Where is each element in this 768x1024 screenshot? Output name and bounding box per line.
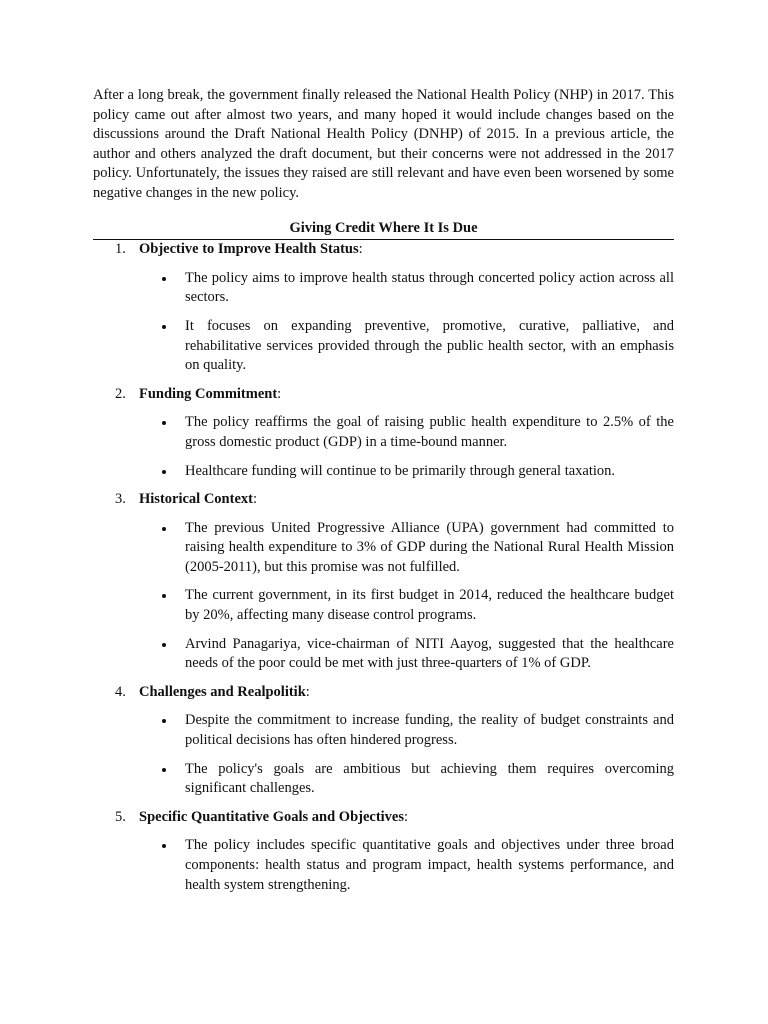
- list-item: [93, 240, 674, 376]
- list-item-colon: :: [305, 683, 310, 700]
- section-heading: Giving Credit Where It Is Due: [93, 219, 674, 241]
- bullet-item: The current government, in its first budget in 2014, reduced the healthcare budget by 20%, affecting many disease control programs.: [139, 586, 674, 625]
- list-item-colon: :: [252, 491, 257, 508]
- bullet-list: [139, 519, 674, 674]
- bullet-list: [139, 711, 674, 798]
- bullet-item: The policy includes specific quantitative goals and objectives under three broad components: health status and program impact, health systems performance, and health system strengthening.: [139, 836, 674, 895]
- list-item-heading: [115, 490, 674, 510]
- bullet-item: It focuses on expanding preventive, promotive, curative, palliative, and rehabilitative services provided through the public health sector, with an emphasis on quality.: [139, 317, 674, 376]
- list-item-heading: [115, 240, 674, 260]
- list-item-title: Historical Context: [139, 491, 253, 508]
- bullet-item: Arvind Panagariya, vice-chairman of NITI Aayog, suggested that the healthcare needs of the poor could be met with just three-quarters of 1% of GDP.: [139, 635, 674, 674]
- document-page: [93, 86, 674, 895]
- bullet-list: [139, 836, 674, 895]
- list-item-title: Objective to Improve Health Status: [139, 241, 359, 258]
- intro-paragraph: After a long break, the government finally released the National Health Policy (NHP) in 2017. This policy came out after almost two years, and many hoped it would include changes based on the discussions around the Draft National Health Policy (DNHP) of 2015. In a previous article, the author and others analyzed the draft document, but their concerns were not addressed in the 2017 policy. Unfortunately, the issues they raised are still relevant and have even been worsened by some negative changes in the new policy.: [93, 87, 674, 201]
- list-item: [93, 808, 674, 895]
- numbered-list: [93, 240, 674, 895]
- list-item-heading: [115, 385, 674, 405]
- bullet-list: [139, 413, 674, 481]
- bullet-item: The previous United Progressive Alliance (UPA) government had committed to raising health expenditure to 3% of GDP during the National Rural Health Mission (2005-2011), but this promise was not fulfilled.: [139, 519, 674, 578]
- bullet-item: The policy reaffirms the goal of raising public health expenditure to 2.5% of the gross domestic product (GDP) in a time-bound manner.: [139, 413, 674, 452]
- bullet-item: Despite the commitment to increase funding, the reality of budget constraints and political decisions has often hindered progress.: [139, 711, 674, 750]
- bullet-item: The policy aims to improve health status through concerted policy action across all sectors.: [139, 269, 674, 308]
- list-item-colon: :: [358, 241, 363, 258]
- bullet-list: [139, 269, 674, 376]
- list-item-colon: :: [277, 385, 282, 402]
- list-item-number: 2.: [115, 385, 126, 402]
- list-item-colon: :: [404, 808, 409, 825]
- list-item-heading: [115, 683, 674, 703]
- list-item-number: 5.: [115, 808, 126, 825]
- list-item: [93, 385, 674, 481]
- list-item-number: 3.: [115, 491, 126, 508]
- bullet-item: Healthcare funding will continue to be primarily through general taxation.: [139, 462, 674, 482]
- list-item-number: 1.: [115, 241, 126, 258]
- list-item-title: Funding Commitment: [139, 385, 278, 402]
- list-item-heading: [115, 808, 674, 828]
- list-item-title: Challenges and Realpolitik: [139, 683, 306, 700]
- list-item-title: Specific Quantitative Goals and Objectives: [139, 808, 405, 825]
- list-item-number: 4.: [115, 683, 126, 700]
- bullet-item: The policy's goals are ambitious but achieving them requires overcoming significant challenges.: [139, 760, 674, 799]
- list-item: [93, 683, 674, 799]
- list-item: [93, 490, 674, 674]
